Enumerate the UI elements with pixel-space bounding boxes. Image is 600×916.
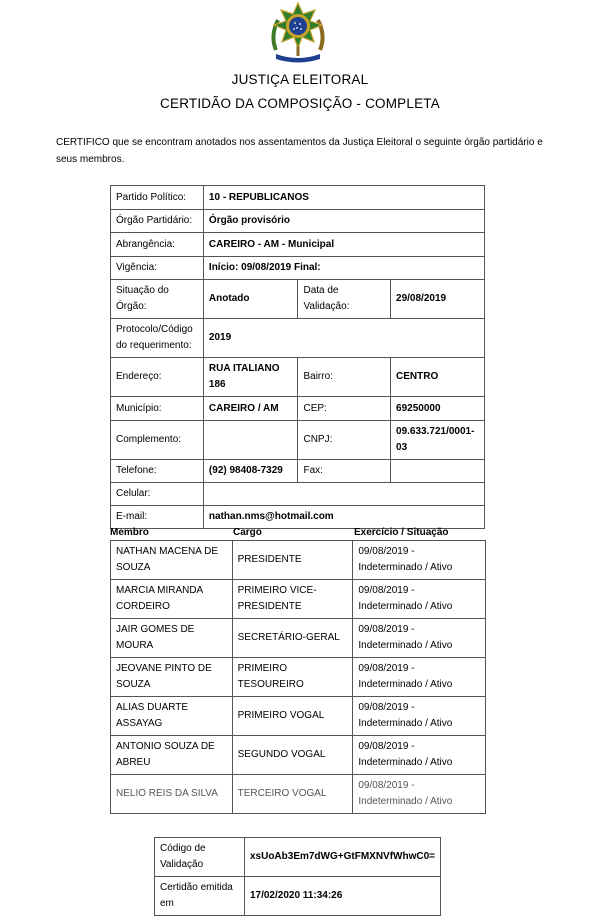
table-row — [111, 697, 486, 736]
member-role: PRESIDENTE — [232, 541, 353, 580]
member-role: SECRETÁRIO-GERAL — [232, 619, 353, 658]
label-abrangencia: Abrangência: — [111, 233, 204, 257]
member-name: ALIAS DUARTE ASSAYAG — [111, 697, 233, 736]
members-header — [110, 527, 486, 539]
member-name: MARCIA MIRANDA CORDEIRO — [111, 580, 233, 619]
value-municipio: CAREIRO / AM — [203, 397, 298, 421]
value-complemento — [203, 421, 298, 460]
value-bairro: CENTRO — [391, 358, 485, 397]
col-membro: Membro — [110, 527, 149, 538]
value-orgao: Órgão provisório — [203, 210, 484, 233]
value-cnpj: 09.633.721/0001-03 — [391, 421, 485, 460]
value-celular — [203, 483, 484, 506]
member-role: TERCEIRO VOGAL — [232, 775, 353, 814]
member-role: SEGUNDO VOGAL — [232, 736, 353, 775]
label-cnpj: CNPJ: — [298, 421, 391, 460]
table-row — [111, 775, 486, 814]
member-role: PRIMEIRO TESOUREIRO — [232, 658, 353, 697]
label-telefone: Telefone: — [111, 460, 204, 483]
brazil-coat-of-arms-icon — [266, 2, 330, 64]
value-codigo-validacao: xsUoAb3Em7dWG+GtFMXNVfWhwC0= — [244, 838, 440, 877]
member-name: NELIO REIS DA SILVA — [111, 775, 233, 814]
label-email: E-mail: — [111, 506, 204, 529]
value-vigencia: Início: 09/08/2019 Final: — [203, 257, 484, 280]
label-bairro: Bairro: — [298, 358, 391, 397]
label-orgao: Órgão Partidário: — [111, 210, 204, 233]
member-status: 09/08/2019 - Indeterminado / Ativo — [353, 658, 486, 697]
document-subtitle: CERTIDÃO DA COMPOSIÇÃO - COMPLETA — [160, 96, 440, 111]
label-complemento: Complemento: — [111, 421, 204, 460]
validation-table — [154, 837, 441, 916]
member-name: JEOVANE PINTO DE SOUZA — [111, 658, 233, 697]
value-protocolo: 2019 — [203, 319, 484, 358]
member-role: PRIMEIRO VICE-PRESIDENTE — [232, 580, 353, 619]
label-situacao: Situação do Órgão: — [111, 280, 204, 319]
value-email: nathan.nms@hotmail.com — [203, 506, 484, 529]
table-row — [111, 541, 486, 580]
value-situacao: Anotado — [203, 280, 298, 319]
value-telefone: (92) 98408-7329 — [203, 460, 298, 483]
value-certidao-emitida: 17/02/2020 11:34:26 — [244, 877, 440, 916]
member-status: 09/08/2019 - Indeterminado / Ativo — [353, 736, 486, 775]
certification-text: CERTIFICO que se encontram anotados nos assentamentos da Justiça Eleitoral o seguinte órgão partidário e seus membros. — [56, 137, 543, 165]
table-row — [111, 619, 486, 658]
value-fax — [391, 460, 485, 483]
value-data-validacao: 29/08/2019 — [391, 280, 485, 319]
label-certidao-emitida: Certidão emitida em — [155, 877, 245, 916]
col-exercicio: Exercício / Situação — [354, 527, 449, 538]
member-status: 09/08/2019 - Indeterminado / Ativo — [353, 697, 486, 736]
member-name: ANTONIO SOUZA DE ABREU — [111, 736, 233, 775]
label-cep: CEP: — [298, 397, 391, 421]
member-status: 09/08/2019 - Indeterminado / Ativo — [353, 580, 486, 619]
label-municipio: Município: — [111, 397, 204, 421]
value-cep: 69250000 — [391, 397, 485, 421]
label-codigo-validacao: Código de Validação — [155, 838, 245, 877]
value-partido: 10 - REPUBLICANOS — [203, 186, 484, 210]
party-info-table — [110, 185, 485, 529]
label-partido: Partido Político: — [111, 186, 204, 210]
document-title: JUSTIÇA ELEITORAL — [231, 72, 369, 87]
member-role: PRIMEIRO VOGAL — [232, 697, 353, 736]
col-cargo: Cargo — [233, 527, 262, 538]
label-endereco: Endereço: — [111, 358, 204, 397]
value-abrangencia: CAREIRO - AM - Municipal — [203, 233, 484, 257]
value-endereco: RUA ITALIANO 186 — [203, 358, 298, 397]
member-status: 09/08/2019 - Indeterminado / Ativo — [353, 775, 486, 814]
table-row — [111, 580, 486, 619]
member-status: 09/08/2019 - Indeterminado / Ativo — [353, 619, 486, 658]
table-row — [111, 736, 486, 775]
member-name: JAIR GOMES DE MOURA — [111, 619, 233, 658]
label-data-validacao: Data de Validação: — [298, 280, 391, 319]
table-row — [111, 658, 486, 697]
label-celular: Celular: — [111, 483, 204, 506]
members-table — [110, 540, 486, 814]
label-protocolo: Protocolo/Código do requerimento: — [111, 319, 204, 358]
member-name: NATHAN MACENA DE SOUZA — [111, 541, 233, 580]
label-vigencia: Vigência: — [111, 257, 204, 280]
label-fax: Fax: — [298, 460, 391, 483]
member-status: 09/08/2019 - Indeterminado / Ativo — [353, 541, 486, 580]
